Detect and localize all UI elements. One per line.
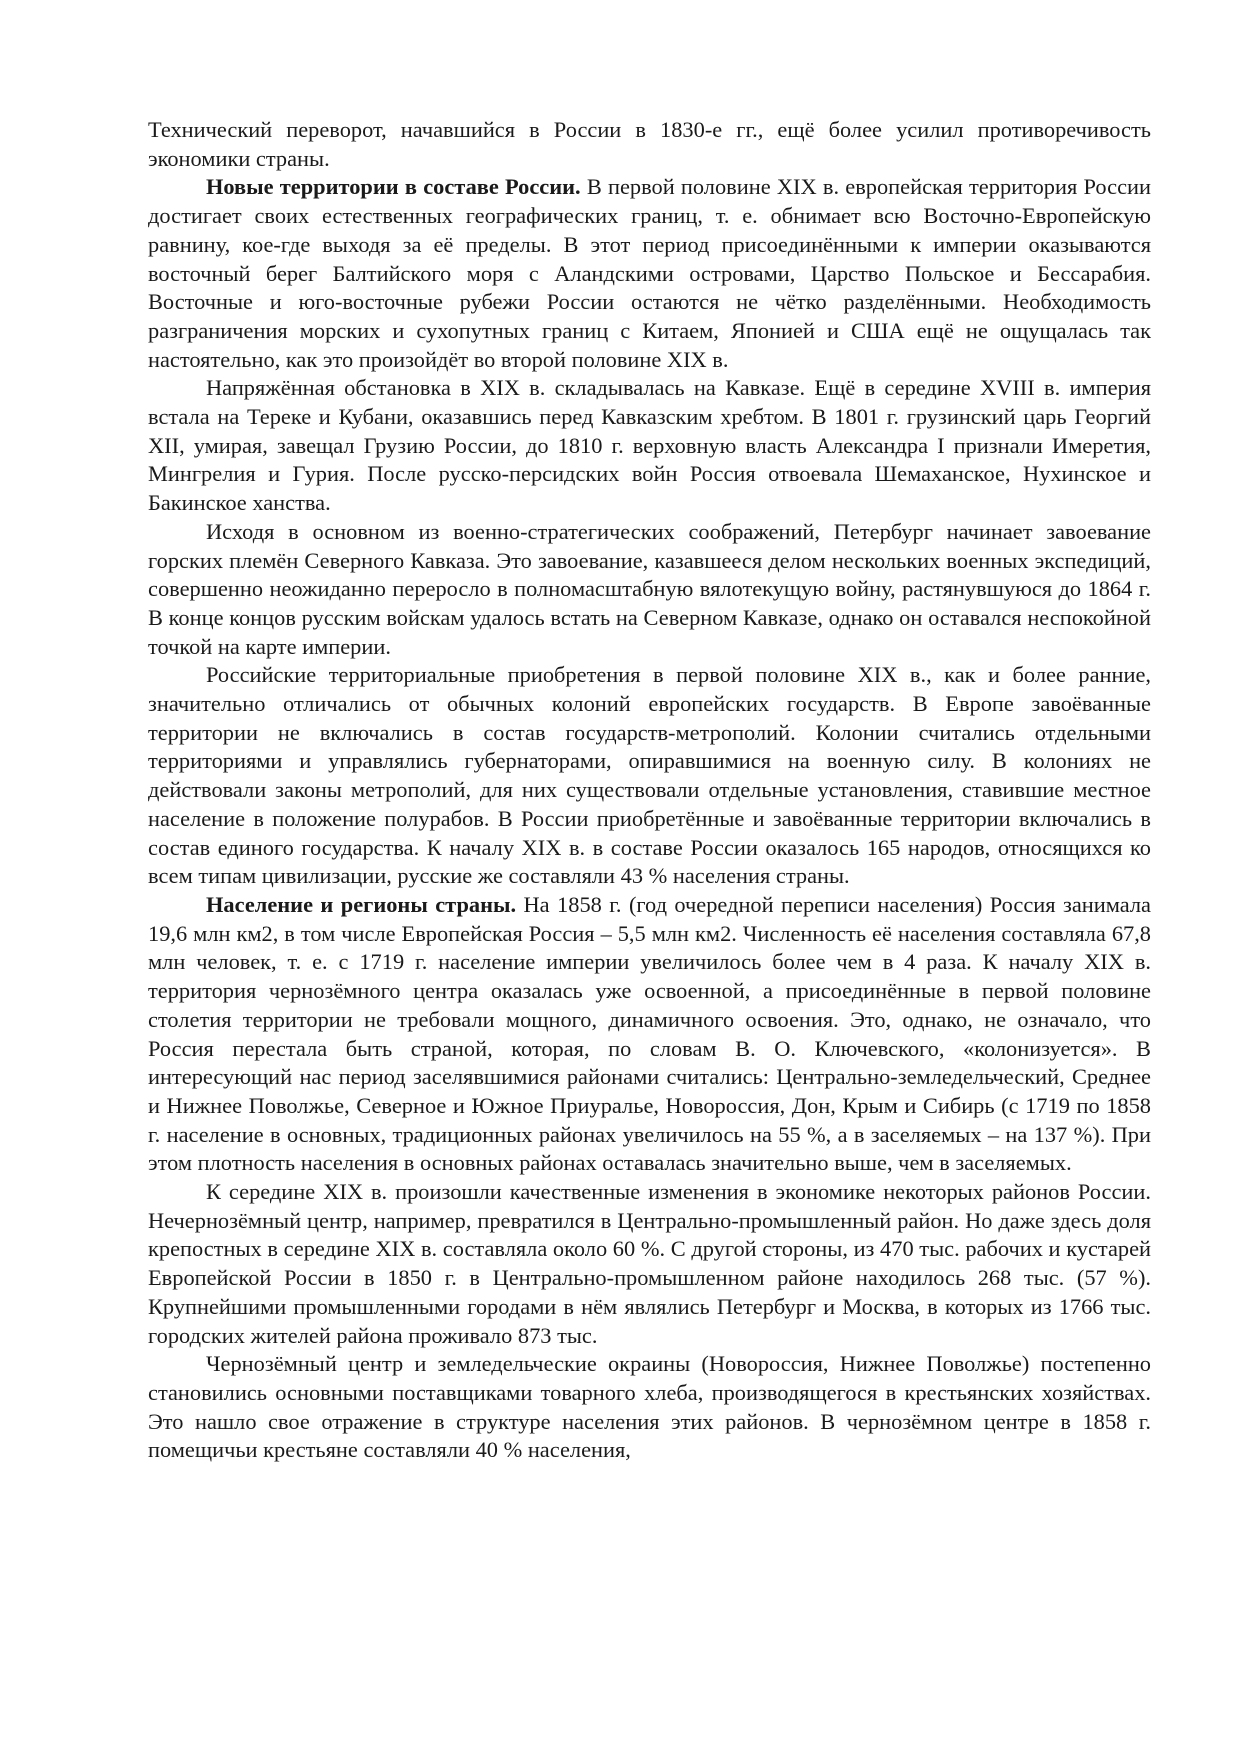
paragraph-4: [148, 518, 1151, 662]
document-page: [148, 116, 1151, 1465]
paragraph-text: К середине XIX в. произошли качественные изменения в экономике некоторых районов России. Нечернозёмный центр, например, превратился в Центрально-промышленный район. Но даже здесь доля крепостных в середине XIX в. составляла около 60 %. С другой стороны, из 470 тыс. рабочих и кустарей Европейской России в 1850 г. в Центрально-промышленном районе находилось 268 тыс. (57 %). Крупнейшими промышленными городами в нём являлись Петербург и Москва, в которых из 1766 тыс. городских жителей района проживало 873 тыс.: [148, 1179, 1151, 1348]
paragraph-5: [148, 661, 1151, 891]
paragraph-8: [148, 1350, 1151, 1465]
paragraph-7: [148, 1178, 1151, 1350]
paragraph-3: [148, 374, 1151, 518]
section-heading: Население и регионы страны.: [206, 891, 517, 917]
paragraph-text: Исходя в основном из военно-стратегических соображений, Петербург начинает завоевание горских племён Северного Кавказа. Это завоевание, казавшееся делом нескольких военных экспедиций, совершенно неожиданно переросло в полномасштабную вялотекущую войну, растянувшуюся до 1864 г. В конце концов русским войскам удалось встать на Северном Кавказе, однако он оставался неспокойной точкой на карте империи.: [148, 518, 1151, 659]
paragraph-text: Российские территориальные приобретения в первой половине XIX в., как и более ранние, значительно отличались от обычных колоний европейских государств. В Европе завоёванные территории не включались в состав государств-метрополий. Колонии считались отдельными территориями и управлялись губернаторами, опиравшимися на военную силу. В колониях не действовали законы метрополий, для них существовали отдельные установления, ставившие местное население в положение полурабов. В России приобретённые и завоёванные территории включались в состав единого государства. К началу XIX в. в составе России оказалось 165 народов, относящихся ко всем типам цивилизации, русские же составляли 43 % населения страны.: [148, 662, 1151, 889]
paragraph-text: В первой половине XIX в. европейская территория России достигает своих естественных географических границ, т. е. обнимает всю Восточно-Европейскую равнину, кое-где выходя за её пределы. В этот период присоединёнными к империи оказываются восточный берег Балтийского моря с Аландскими островами, Царство Польское и Бессарабия. Восточные и юго-восточные рубежи России остаются не чётко разделёнными. Необходимость разграничения морских и сухопутных границ с Китаем, Японией и США ещё не ощущалась так настоятельно, как это произойдёт во второй половине XIX в.: [148, 174, 1151, 372]
paragraph-text: На 1858 г. (год очередной переписи населения) Россия занимала 19,6 млн км2, в том числе Европейская Россия – 5,5 млн км2. Численность её населения составляла 67,8 млн человек, т. е. с 1719 г. население империи увеличилось более чем в 4 раза. К началу XIX в. территория чернозёмного центра оказалась уже освоенной, а присоединённые в первой половине столетия территории не требовали мощного, динамичного освоения. Это, однако, не означало, что Россия перестала быть страной, которая, по словам В. О. Ключевского, «колонизуется». В интересующий нас период заселявшимися районами считались: Центрально-земледельческий, Среднее и Нижнее Поволжье, Северное и Южное Приуралье, Новороссия, Дон, Крым и Сибирь (с 1719 по 1858 г. население в основных, традиционных районах увеличилось на 55 %, а в заселяемых – на 137 %). При этом плотность населения в основных районах оставалась значительно выше, чем в заселяемых.: [148, 891, 1151, 1176]
paragraph-text: Чернозёмный центр и земледельческие окраины (Новороссия, Нижнее Поволжье) постепенно становились основными поставщиками товарного хлеба, производящегося в крестьянских хозяйствах. Это нашло свое отражение в структуре населения этих районов. В чернозёмном центре в 1858 г. помещичьи крестьяне составляли 40 % населения,: [148, 1351, 1151, 1463]
paragraph-1: [148, 116, 1151, 173]
paragraph-text: Напряжённая обстановка в XIX в. складывалась на Кавказе. Ещё в середине XVIII в. империя встала на Тереке и Кубани, оказавшись перед Кавказским хребтом. В 1801 г. грузинский царь Георгий XII, умирая, завещал Грузию России, до 1810 г. верховную власть Александра I признали Имеретия, Мингрелия и Гурия. После русско-персидских войн Россия отвоевала Шемаханское, Нухинское и Бакинское ханства.: [148, 375, 1151, 516]
section-heading: Новые территории в составе России.: [206, 174, 581, 200]
paragraph-6: [148, 891, 1151, 1178]
paragraph-text: Технический переворот, начавшийся в России в 1830-е гг., ещё более усилил противоречивость экономики страны.: [148, 117, 1151, 171]
paragraph-2: [148, 173, 1151, 374]
